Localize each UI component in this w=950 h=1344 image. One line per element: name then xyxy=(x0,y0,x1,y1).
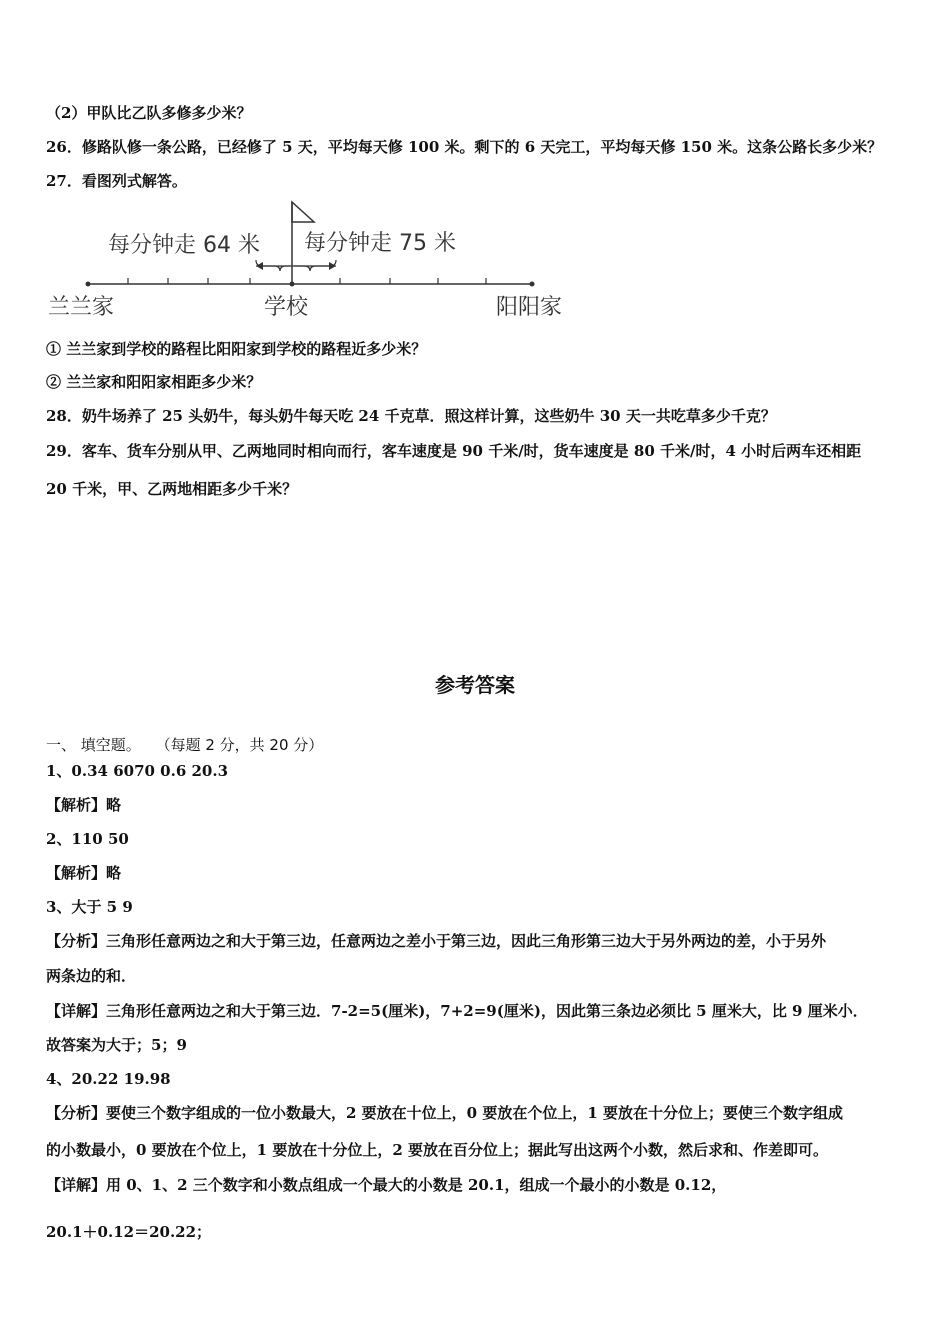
answer-4-analysis-line-1: 【分析】要使三个数字组成的一位小数最大，2 要放在十位上，0 要放在个位上，1 要放在十分位上；要使三个数字组成 xyxy=(46,1104,843,1122)
right-speed-label: 每分钟走 75 米 xyxy=(304,231,456,256)
place-school: 学校 xyxy=(264,295,309,320)
answer-3-detail-line-2: 故答案为大于；5；9 xyxy=(46,1036,187,1054)
endpoint-yangyang xyxy=(530,282,535,287)
question-27-sub-1: ① 兰兰家到学校的路程比阳阳家到学校的路程近多少米？ xyxy=(46,340,427,358)
endpoint-lanlan xyxy=(86,282,91,287)
question-26: 26．修路队修一条公路，已经修了 5 天，平均每天修 100 米。剩下的 6 天完工，平均每天修 150 米。这条公路长多少米？ xyxy=(46,138,883,156)
place-yangyang: 阳阳家 xyxy=(496,295,563,320)
answer-3-detail-line-1: 【详解】三角形任意两边之和大于第三边．7-2=5(厘米)，7+2=9(厘米)，因此第三条边必须比 5 厘米大，比 9 厘米小． xyxy=(46,1002,868,1020)
answers-title: 参考答案 xyxy=(435,673,515,697)
question-27-sub-2: ② 兰兰家和阳阳家相距多少米？ xyxy=(46,373,262,391)
flag-icon xyxy=(292,202,314,222)
answer-1: 1、0.34 6070 0.6 20.3 xyxy=(46,762,229,780)
question-29-line-2: 20 千米，甲、乙两地相距多少千米？ xyxy=(46,480,298,498)
answer-3: 3、大于 5 9 xyxy=(46,898,133,916)
question-29-line-1: 29．客车、货车分别从甲、乙两地同时相向而行，客车速度是 90 千米/时，货车速度是 80 千米/时，4 小时后两车还相距 xyxy=(46,442,862,460)
section-heading xyxy=(46,735,323,755)
answer-4-analysis-line-2: 的小数最小，0 要放在个位上，1 要放在十分位上，2 要放在百分位上；据此写出这两个小数，然后求和、作差即可。 xyxy=(46,1141,828,1159)
left-speed-label: 每分钟走 64 米 xyxy=(108,233,260,258)
answer-4-detail-line-1: 【详解】用 0、1、2 三个数字和小数点组成一个最大的小数是 20.1，组成一个最小的小数是 0.12， xyxy=(46,1176,727,1194)
place-lanlan: 兰兰家 xyxy=(48,295,115,320)
answer-4-detail-line-2: 20.1＋0.12＝20.22； xyxy=(46,1223,212,1241)
answer-3-analysis-line-1: 【分析】三角形任意两边之和大于第三边，任意两边之差小于第三边，因此三角形第三边大于另外两边的差，小于另外 xyxy=(46,932,827,950)
endpoint-school xyxy=(290,282,295,287)
answer-3-analysis-line-2: 两条边的和． xyxy=(46,967,137,985)
question-27: 27．看图列式解答。 xyxy=(46,172,187,190)
question-28: 28．奶牛场养了 25 头奶牛，每头奶牛每天吃 24 千克草．照这样计算，这些奶牛 30 天一共吃草多少千克？ xyxy=(46,407,776,425)
answer-4: 4、20.22 19.98 xyxy=(46,1070,171,1088)
route-ticks xyxy=(128,278,486,284)
section-note: （每题 2 分，共 20 分） xyxy=(155,736,324,754)
question-25-part-2: （2）甲队比乙队多修多少米？ xyxy=(46,104,252,122)
answer-2: 2、110 50 xyxy=(46,830,129,848)
answer-2-note: 【解析】略 xyxy=(46,864,122,882)
section-heading-text: 一、 填空题。 xyxy=(46,736,141,754)
answer-1-note: 【解析】略 xyxy=(46,796,122,814)
route-diagram xyxy=(40,196,600,326)
